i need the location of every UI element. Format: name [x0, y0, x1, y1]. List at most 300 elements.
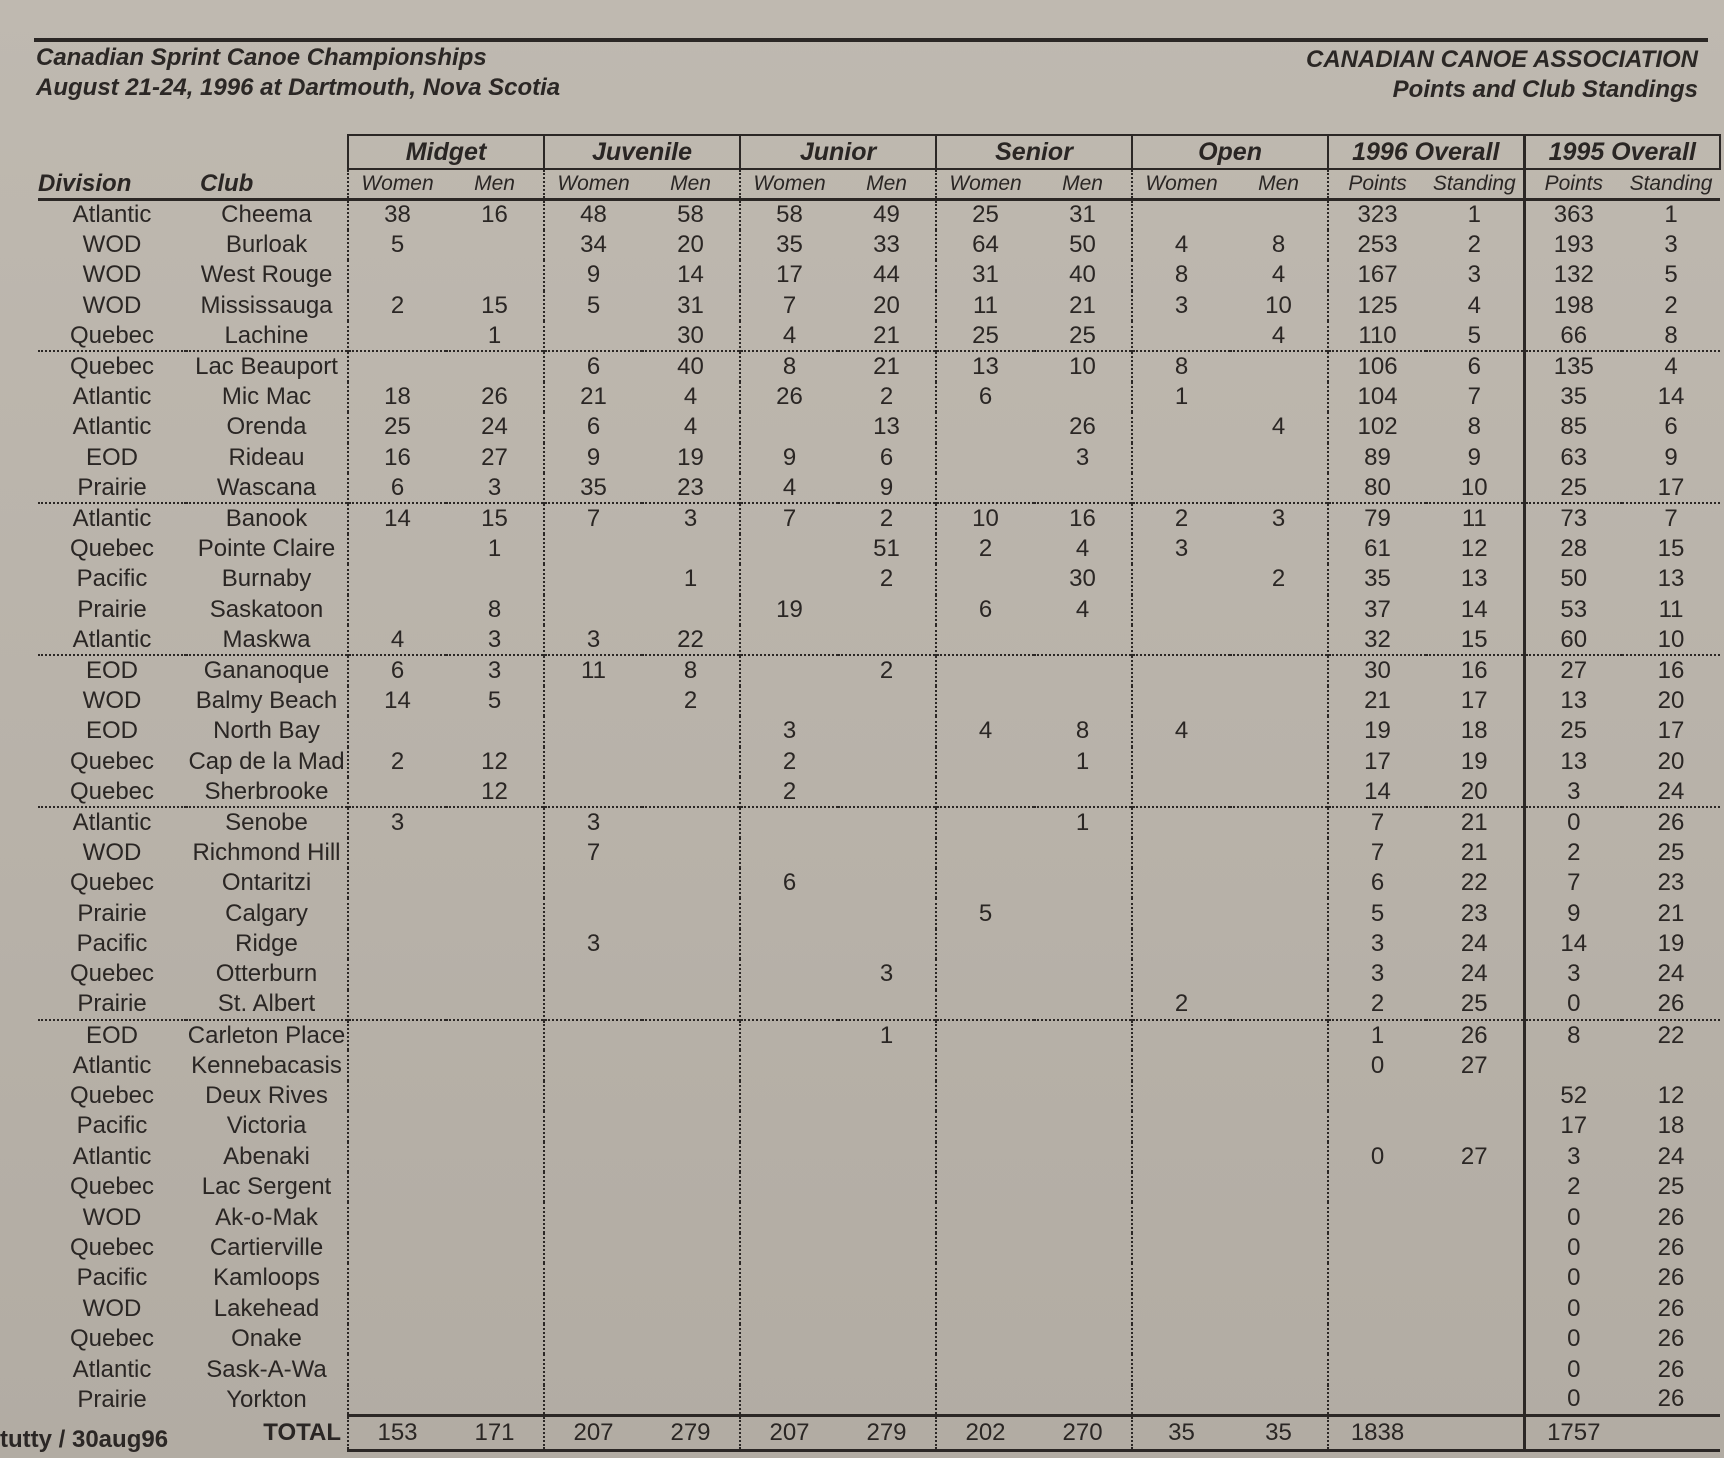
value-cell: [1426, 1081, 1524, 1111]
value-cell: 13: [1524, 686, 1622, 716]
sub-header-cell: Standing: [1426, 169, 1524, 200]
value-cell: [1230, 1233, 1328, 1263]
value-cell: [1426, 1233, 1524, 1263]
value-cell: [1034, 959, 1132, 989]
value-cell: [348, 564, 446, 594]
value-cell: 7: [1524, 868, 1622, 898]
division-cell: Quebec: [69, 1173, 155, 1201]
standings-table-wrapper: [38, 134, 1712, 1452]
value-cell: 2: [1132, 990, 1230, 1020]
division-cell: Atlantic: [72, 1051, 152, 1079]
club-cell: Ak-o-Mak: [215, 1203, 318, 1231]
value-cell: 21: [838, 351, 936, 381]
division-cell: EOD: [85, 443, 138, 471]
value-cell: [1034, 686, 1132, 716]
value-cell: 363: [1524, 200, 1622, 230]
value-cell: [838, 1142, 936, 1172]
value-cell: 17: [1524, 1111, 1622, 1141]
value-cell: 27: [1524, 655, 1622, 685]
value-cell: [1230, 1294, 1328, 1324]
value-cell: 1: [1664, 201, 1678, 229]
value-cell: [838, 1263, 936, 1293]
value-cell: 3: [446, 655, 544, 685]
value-cell: 0: [1524, 807, 1622, 837]
value-cell: [740, 564, 838, 594]
top-rule: [34, 38, 1708, 42]
value-cell: 2: [1467, 231, 1481, 259]
event-title: Canadian Sprint Canoe Championships: [36, 44, 487, 71]
value-cell: 6: [544, 351, 642, 381]
value-cell: [544, 1263, 642, 1293]
value-cell: [838, 1202, 936, 1232]
value-cell: 12: [481, 777, 508, 805]
value-cell: 21: [1657, 899, 1685, 927]
value-cell: [642, 838, 740, 868]
value-cell: 167: [1328, 260, 1426, 290]
value-cell: [446, 807, 544, 837]
value-cell: 6: [348, 473, 446, 503]
value-cell: 24: [1657, 1142, 1685, 1170]
value-cell: 80: [1328, 473, 1426, 503]
value-cell: [936, 473, 1034, 503]
club-cell: Sherbrooke: [204, 777, 329, 805]
value-cell: 10: [1460, 473, 1488, 501]
value-cell: 1: [838, 1020, 936, 1050]
value-cell: 0: [1328, 1050, 1426, 1080]
total-value-cell: [1622, 1415, 1720, 1450]
value-cell: [544, 534, 642, 564]
value-cell: [740, 898, 838, 928]
value-cell: 3: [1524, 1142, 1622, 1172]
value-cell: [642, 747, 740, 777]
table-row: [38, 1294, 1720, 1324]
club-cell: Mississauga: [200, 291, 333, 319]
value-cell: [1132, 200, 1230, 230]
value-cell: [1230, 1202, 1328, 1232]
value-cell: 4: [1075, 595, 1090, 623]
value-cell: 7: [544, 503, 642, 533]
value-cell: [1426, 1324, 1524, 1354]
value-cell: [1034, 838, 1132, 868]
value-cell: [740, 1354, 838, 1384]
value-cell: [544, 990, 642, 1020]
value-cell: [1328, 1385, 1426, 1415]
value-cell: [1230, 1263, 1328, 1293]
value-cell: 50: [1524, 564, 1622, 594]
value-cell: [1034, 1354, 1132, 1384]
value-cell: 40: [642, 351, 740, 381]
club-cell: Yorkton: [226, 1385, 307, 1413]
value-cell: 19: [1657, 930, 1685, 958]
value-cell: 8: [487, 595, 502, 623]
value-cell: [1132, 898, 1230, 928]
division-cell: Prairie: [77, 1385, 147, 1413]
value-cell: 58: [740, 200, 838, 230]
value-cell: 6: [740, 868, 838, 898]
value-cell: [1230, 1324, 1328, 1354]
value-cell: 8: [1664, 321, 1678, 349]
value-cell: 26: [740, 382, 838, 412]
value-cell: 60: [1524, 625, 1622, 655]
value-cell: 23: [677, 473, 704, 501]
value-cell: 7: [1467, 383, 1481, 411]
value-cell: 3: [1524, 959, 1622, 989]
value-cell: [1230, 1020, 1328, 1050]
value-cell: 15: [1460, 625, 1488, 653]
standings-table: [38, 134, 1721, 1452]
value-cell: [740, 534, 838, 564]
value-cell: [1132, 655, 1230, 685]
value-cell: [936, 1202, 1034, 1232]
value-cell: [446, 230, 544, 260]
value-cell: [642, 534, 740, 564]
value-cell: 2: [1524, 1172, 1622, 1202]
value-cell: [642, 1385, 740, 1415]
division-cell: Prairie: [77, 473, 147, 501]
value-cell: [1524, 1050, 1622, 1080]
value-cell: 3: [740, 716, 838, 746]
value-cell: 8: [1467, 413, 1481, 441]
value-cell: [1230, 716, 1328, 746]
value-cell: 17: [1657, 717, 1685, 745]
value-cell: [740, 1050, 838, 1080]
value-cell: 26: [1426, 1020, 1524, 1050]
value-cell: [838, 1050, 936, 1080]
value-cell: 5: [1467, 321, 1481, 349]
club-cell: Kamloops: [213, 1264, 320, 1292]
value-cell: 1: [1075, 747, 1090, 775]
value-cell: [838, 807, 936, 837]
sub-header-cell: Men: [1034, 169, 1132, 200]
value-cell: 3: [1132, 291, 1230, 321]
value-cell: [446, 1050, 544, 1080]
sub-header-cell: Points: [1328, 169, 1426, 200]
club-cell: Cartierville: [209, 1233, 324, 1261]
value-cell: [1230, 382, 1328, 412]
value-cell: [740, 655, 838, 685]
value-cell: 31: [677, 291, 704, 319]
value-cell: [1034, 929, 1132, 959]
table-row: [38, 838, 1720, 868]
value-cell: 4: [1132, 230, 1230, 260]
value-cell: [1328, 1111, 1426, 1141]
value-cell: [1230, 898, 1328, 928]
value-cell: [1230, 443, 1328, 473]
value-cell: 26: [1657, 1385, 1685, 1413]
division-cell: Atlantic: [72, 1142, 152, 1170]
value-cell: 193: [1524, 230, 1622, 260]
sub-header-cell: Women: [936, 169, 1034, 200]
value-cell: 14: [1657, 383, 1685, 411]
value-cell: 17: [740, 260, 838, 290]
value-cell: [838, 716, 936, 746]
value-cell: 49: [873, 201, 900, 229]
value-cell: [1230, 351, 1328, 381]
club-cell: Wascana: [216, 473, 317, 501]
value-cell: 5: [936, 898, 1034, 928]
value-cell: [1230, 1172, 1328, 1202]
value-cell: 4: [348, 625, 446, 655]
value-cell: 0: [1524, 1294, 1622, 1324]
value-cell: 9: [544, 443, 642, 473]
value-cell: 28: [1524, 534, 1622, 564]
value-cell: [1132, 625, 1230, 655]
table-row: [38, 564, 1720, 594]
value-cell: 21: [1069, 291, 1096, 319]
value-cell: 5: [544, 291, 642, 321]
value-cell: 6: [348, 655, 446, 685]
value-cell: 13: [936, 351, 1034, 381]
value-cell: [1230, 473, 1328, 503]
value-cell: [936, 1081, 1034, 1111]
division-cell: Pacific: [76, 1264, 148, 1292]
value-cell: [838, 595, 936, 625]
value-cell: [642, 1111, 740, 1141]
value-cell: 8: [642, 655, 740, 685]
value-cell: [446, 929, 544, 959]
value-cell: [446, 1385, 544, 1415]
table-row: [38, 1385, 1720, 1415]
table-row: [38, 1324, 1720, 1354]
value-cell: [1034, 625, 1132, 655]
value-cell: 25: [1657, 1173, 1685, 1201]
value-cell: [1328, 1263, 1426, 1293]
value-cell: 37: [1328, 595, 1426, 625]
value-cell: 26: [1657, 1325, 1685, 1353]
value-cell: [446, 351, 544, 381]
value-cell: [544, 1172, 642, 1202]
table-row: [38, 473, 1720, 503]
value-cell: 15: [446, 503, 544, 533]
group-header-1995-overall: 1995 Overall: [1524, 135, 1720, 169]
value-cell: [936, 747, 1034, 777]
value-cell: 25: [936, 321, 1034, 351]
value-cell: [1132, 777, 1230, 807]
value-cell: 4: [683, 383, 698, 411]
value-cell: [1132, 564, 1230, 594]
club-cell: Mic Mac: [221, 383, 312, 411]
value-cell: [642, 990, 740, 1020]
value-cell: 0: [1524, 1354, 1622, 1384]
value-cell: [544, 1385, 642, 1415]
value-cell: [544, 1050, 642, 1080]
value-cell: [544, 898, 642, 928]
value-cell: 14: [1460, 595, 1488, 623]
value-cell: [348, 1354, 446, 1384]
value-cell: [1132, 321, 1230, 351]
value-cell: [642, 1202, 740, 1232]
value-cell: [1230, 625, 1328, 655]
value-cell: [838, 1111, 936, 1141]
division-cell: Quebec: [69, 1082, 155, 1110]
value-cell: 9: [544, 260, 642, 290]
value-cell: [544, 1142, 642, 1172]
value-cell: [544, 321, 642, 351]
table-row: [38, 291, 1720, 321]
division-cell: Atlantic: [72, 625, 152, 653]
value-cell: [838, 1385, 936, 1415]
value-cell: 26: [1657, 1233, 1685, 1261]
table-row: [38, 898, 1720, 928]
value-cell: 35: [1328, 564, 1426, 594]
division-cell: Quebec: [69, 321, 155, 349]
club-cell: Ontaritzi: [221, 869, 312, 897]
value-cell: [740, 1233, 838, 1263]
value-cell: [446, 1294, 544, 1324]
total-value-cell: 1838: [1328, 1415, 1426, 1450]
club-cell: Richmond Hill: [192, 838, 341, 866]
club-cell: Burnaby: [221, 565, 312, 593]
value-cell: 20: [1657, 686, 1685, 714]
value-cell: 16: [1034, 503, 1132, 533]
value-cell: 13: [1524, 747, 1622, 777]
value-cell: 25: [348, 412, 446, 442]
value-cell: 19: [677, 443, 704, 471]
value-cell: 104: [1328, 382, 1426, 412]
value-cell: 10: [1265, 291, 1292, 319]
value-cell: [642, 1294, 740, 1324]
total-row: [38, 1415, 1720, 1450]
value-cell: 32: [1328, 625, 1426, 655]
value-cell: [1132, 1202, 1230, 1232]
table-row: [38, 1354, 1720, 1384]
sub-header-row: [38, 169, 1720, 200]
division-cell: EOD: [85, 717, 138, 745]
value-cell: 10: [1034, 351, 1132, 381]
value-cell: [740, 1142, 838, 1172]
value-cell: [838, 838, 936, 868]
value-cell: [1230, 1081, 1328, 1111]
value-cell: 2: [936, 534, 1034, 564]
value-cell: 4: [1271, 261, 1286, 289]
value-cell: 3: [487, 625, 502, 653]
value-cell: 30: [1328, 655, 1426, 685]
value-cell: 6: [1664, 413, 1678, 441]
value-cell: [740, 929, 838, 959]
value-cell: 25: [1524, 716, 1622, 746]
value-cell: 26: [1657, 990, 1685, 1018]
division-cell: Quebec: [69, 869, 155, 897]
value-cell: 44: [873, 261, 900, 289]
group-header-1996-overall: 1996 Overall: [1328, 135, 1524, 169]
club-cell: Cap de la Mad: [188, 747, 345, 775]
value-cell: [1328, 1354, 1426, 1384]
value-cell: 34: [544, 230, 642, 260]
division-cell: Quebec: [69, 1325, 155, 1353]
value-cell: [642, 1263, 740, 1293]
value-cell: 2: [683, 686, 698, 714]
value-cell: 52: [1524, 1081, 1622, 1111]
total-value-cell: 202: [936, 1415, 1034, 1450]
value-cell: [1034, 1263, 1132, 1293]
table-row: [38, 807, 1720, 837]
value-cell: 5: [1664, 261, 1678, 289]
value-cell: 8: [1524, 1020, 1622, 1050]
value-cell: [838, 1294, 936, 1324]
value-cell: [348, 1294, 446, 1324]
value-cell: [1034, 1324, 1132, 1354]
value-cell: [348, 959, 446, 989]
value-cell: 20: [1657, 747, 1685, 775]
table-row: [38, 655, 1720, 685]
value-cell: [1034, 1142, 1132, 1172]
value-cell: [1132, 1324, 1230, 1354]
division-cell: Pacific: [76, 930, 148, 958]
table-row: [38, 260, 1720, 290]
value-cell: 26: [481, 383, 508, 411]
value-cell: [1230, 990, 1328, 1020]
club-cell: Maskwa: [222, 625, 311, 653]
value-cell: 18: [348, 382, 446, 412]
value-cell: 4: [1271, 413, 1286, 441]
sub-header-cell: Standing: [1622, 169, 1720, 200]
value-cell: [1132, 1142, 1230, 1172]
value-cell: [348, 716, 446, 746]
value-cell: [642, 1324, 740, 1354]
value-cell: [446, 1233, 544, 1263]
value-cell: [1132, 1111, 1230, 1141]
division-cell: Quebec: [69, 747, 155, 775]
value-cell: [446, 1172, 544, 1202]
table-row: [38, 382, 1720, 412]
total-value-cell: [1426, 1415, 1524, 1450]
value-cell: 31: [1069, 201, 1096, 229]
club-cell: Cheema: [221, 201, 312, 229]
value-cell: 35: [1524, 382, 1622, 412]
value-cell: [348, 260, 446, 290]
value-cell: 17: [1657, 473, 1685, 501]
value-cell: [642, 868, 740, 898]
division-cell: Atlantic: [38, 503, 186, 533]
value-cell: [642, 1081, 740, 1111]
division-cell: EOD: [38, 1020, 186, 1050]
total-value-cell: 153: [348, 1415, 446, 1450]
value-cell: [348, 351, 446, 381]
value-cell: [544, 777, 642, 807]
club-cell: Pointe Claire: [197, 534, 336, 562]
value-cell: [642, 929, 740, 959]
value-cell: [348, 777, 446, 807]
value-cell: 4: [683, 413, 698, 441]
value-cell: 22: [677, 625, 704, 653]
value-cell: [1034, 1081, 1132, 1111]
value-cell: [936, 1263, 1034, 1293]
value-cell: 2: [740, 747, 838, 777]
value-cell: 20: [873, 291, 900, 319]
value-cell: 106: [1328, 351, 1426, 381]
value-cell: 4: [936, 716, 1034, 746]
value-cell: [544, 959, 642, 989]
value-cell: 4: [740, 473, 838, 503]
value-cell: 2: [838, 655, 936, 685]
report-title: Points and Club Standings: [1392, 76, 1698, 103]
value-cell: [1132, 1294, 1230, 1324]
value-cell: 9: [740, 443, 838, 473]
value-cell: 7: [740, 291, 838, 321]
value-cell: [1034, 868, 1132, 898]
value-cell: 6: [936, 595, 1034, 625]
value-cell: [1034, 898, 1132, 928]
total-value-cell: 171: [446, 1415, 544, 1450]
value-cell: [1426, 1385, 1524, 1415]
value-cell: [1230, 777, 1328, 807]
value-cell: 25: [1657, 838, 1685, 866]
value-cell: 2: [348, 747, 446, 777]
sub-header-cell: Women: [1132, 169, 1230, 200]
division-cell: WOD: [82, 291, 142, 319]
value-cell: 9: [1524, 898, 1622, 928]
value-cell: [348, 321, 446, 351]
